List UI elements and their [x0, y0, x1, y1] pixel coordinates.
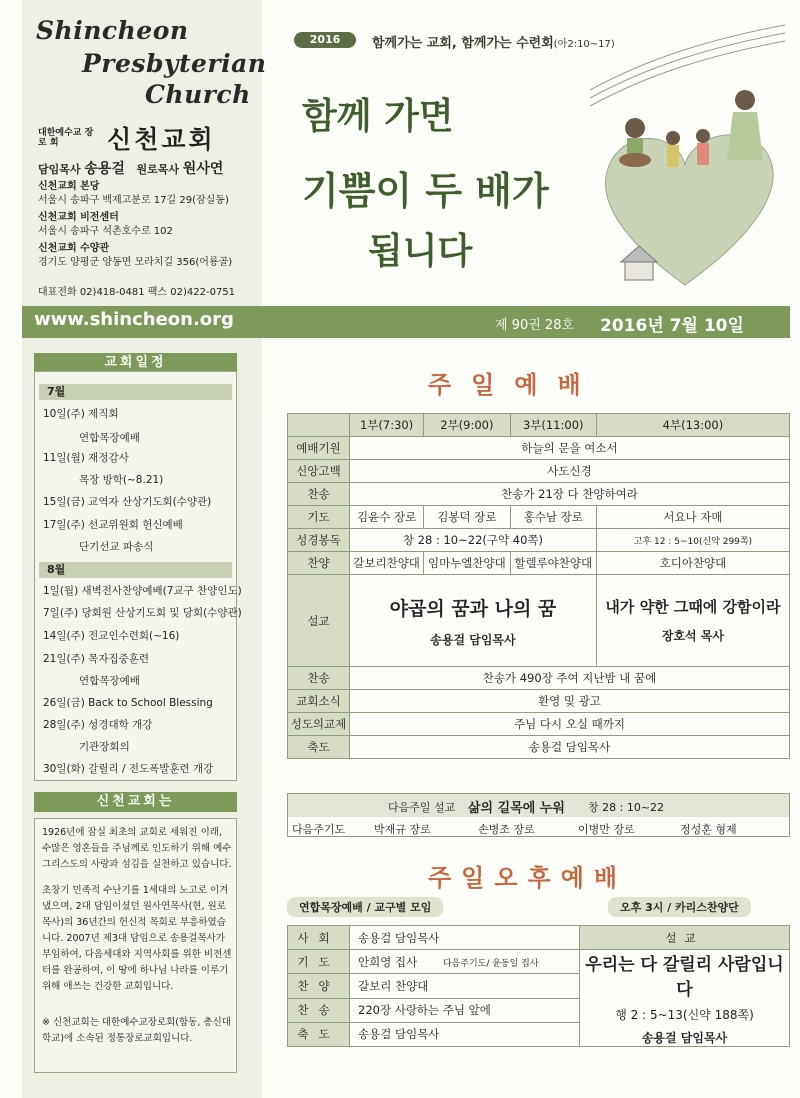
event: 연합목장예배	[79, 432, 140, 444]
event: 28일(주) 성경대학 개강	[43, 719, 153, 731]
location-address: 경기도 양평군 양동면 모라치길 356(어룡골)	[38, 257, 233, 268]
row-value: 송용걸 담임목사	[350, 926, 580, 950]
event: 7일(주) 당회원 산상기도회 및 당회(수양관)	[43, 607, 242, 619]
table-row	[288, 736, 790, 759]
row-value: 220장 사랑하는 주님 앞에	[350, 998, 580, 1022]
row-label: 축도	[288, 1022, 350, 1046]
afternoon-order-table	[287, 925, 790, 1047]
about-paragraph: 초창기 민족적 수난기를 1세대의 노고로 이겨냈으며, 2대 담임이셨던 원사연목사(현, 원로목사)의 36년간의 헌신적 목회로 부흥하였습니다. 2007년 제3대 담임으로 송용걸목사가 부임하여, 다음세대와 지역사회를 위한 비전센터를 완공하여, 이 땅에 하나님 나라를 이루기 위해 애쓰는 건강한 교회입니다.	[42, 885, 232, 992]
afternoon-sermon-preacher: 송용걸 담임목사	[641, 1031, 728, 1045]
logo-line: Church	[145, 80, 251, 109]
row-label: 찬양	[288, 552, 350, 575]
logo-line: Presbyterian	[82, 49, 267, 78]
prayer-person: 안희영 집사	[358, 954, 418, 969]
table-row	[288, 950, 790, 974]
theme-verse: (아2:10~17)	[553, 39, 615, 50]
location-name: 신천교회 수양관	[38, 243, 110, 254]
row-value: 호디아찬양대	[596, 552, 789, 575]
website-link[interactable]: www.shincheon.org	[34, 309, 234, 330]
row-value: 김봉덕 장로	[424, 506, 510, 529]
sermon4-cell	[596, 575, 789, 667]
next-sermon-ref: 창 28 : 10~22	[588, 801, 665, 814]
next-prayer: 정성훈 형제	[680, 823, 737, 836]
schedule-title: 교회일정	[34, 353, 237, 373]
row-value: 고후 12 : 5~10(신약 299쪽)	[596, 529, 789, 552]
next-prayer: 박재규 장로	[374, 823, 431, 836]
event: 26일(금) Back to School Blessing	[43, 697, 213, 709]
table-row	[288, 667, 790, 690]
senior-pastor-label: 담임목사	[38, 163, 81, 176]
row-label: 성도의교제	[288, 713, 350, 736]
event: 목장 방학(~8.21)	[79, 474, 164, 486]
row-label: 축도	[288, 736, 350, 759]
event: 14일(주) 전교인수련회(~16)	[43, 630, 180, 642]
afternoon-sermon-cell	[580, 950, 790, 1047]
row-value: 주님 다시 오실 때까지	[350, 713, 790, 736]
event: 단기선교 파송식	[79, 541, 154, 553]
next-week-box	[287, 793, 790, 837]
next-prayer-person: 다음주기도/ 윤동일 집사	[442, 958, 539, 969]
row-value: 임마누엘찬양대	[424, 552, 510, 575]
church-logo	[30, 14, 267, 114]
location-retreat	[38, 242, 232, 270]
event: 15일(금) 교역자 산상기도회(수양관)	[43, 496, 212, 508]
table-row	[288, 506, 790, 529]
event: 30일(화) 갈릴리 / 전도폭발훈련 개강	[43, 763, 214, 775]
table-row	[288, 483, 790, 506]
section-title-afternoon: 주일오후예배	[428, 864, 628, 892]
section-title-sunday: 주일예배	[428, 371, 601, 399]
theme	[372, 32, 615, 51]
row-value: 사도신경	[350, 460, 790, 483]
about-footnote: ※ 신천교회는 대한예수교장로회(합동, 총신대학교)에 소속된 정통장로교회입니다.	[42, 1017, 231, 1044]
event: 10일(주) 제직회	[43, 408, 119, 420]
about-paragraph: 1926년에 잠실 최초의 교회로 세워진 이래, 수많은 영혼들을 주님께로 인도하기 위해 예수 그리스도의 사랑과 섬김을 실천하고 있습니다.	[42, 827, 232, 870]
row-label: 찬양	[288, 974, 350, 998]
table-row	[288, 552, 790, 575]
event: 11일(월) 재정감사	[43, 452, 129, 464]
row-label: 사회	[288, 926, 350, 950]
service-header: 2부(9:00)	[424, 414, 510, 437]
event: 1일(월) 새벽전사찬양예배(7교구 찬양인도)	[43, 585, 242, 597]
next-sermon-label: 다음주일 설교	[388, 801, 456, 814]
location-name: 신천교회 본당	[38, 181, 100, 192]
row-value: 환영 및 광고	[350, 690, 790, 713]
next-sermon-title: 삶의 길목에 누워	[468, 801, 565, 816]
pastors	[38, 158, 223, 178]
location-main	[38, 180, 229, 208]
sermon4-title: 내가 약한 그때에 강함이라	[605, 598, 781, 616]
slogan-line: 함께 가면	[302, 95, 454, 137]
sermon-title: 야곱의 꿈과 나의 꿈	[389, 597, 557, 620]
table-corner	[288, 414, 350, 437]
church-name-block	[38, 120, 258, 156]
table-row	[288, 575, 790, 667]
event: 연합목장예배	[79, 675, 140, 687]
about-box	[34, 818, 237, 1073]
row-label: 찬송	[288, 483, 350, 506]
schedule-box	[34, 371, 242, 781]
issue-volume: 제 90권 28호	[495, 318, 575, 333]
row-label: 기도	[288, 950, 350, 974]
service-header: 1부(7:30)	[350, 414, 424, 437]
church-name: 신천교회	[107, 125, 216, 154]
service-header: 4부(13:00)	[596, 414, 789, 437]
emeritus: 원사연	[182, 161, 224, 177]
sermon4-preacher: 장호석 목사	[661, 629, 725, 643]
month-label: 8월	[39, 562, 232, 578]
next-prayer: 손병조 장로	[478, 823, 535, 836]
row-value	[350, 950, 580, 974]
table-row	[288, 690, 790, 713]
table-row	[288, 713, 790, 736]
event: 21일(주) 목자집중훈련	[43, 653, 150, 665]
row-value: 할렐루야찬양대	[510, 552, 596, 575]
row-value: 찬송가 21장 다 찬양하여라	[350, 483, 790, 506]
row-label: 신앙고백	[288, 460, 350, 483]
afternoon-sermon-label: 설교	[580, 926, 790, 950]
row-label: 예배기원	[288, 437, 350, 460]
table-row	[288, 926, 790, 950]
location-address: 서울시 송파구 백제고분로 17길 29(잠실동)	[38, 195, 229, 206]
issue-date: 2016년 7월 10일	[600, 316, 744, 336]
slogan-line: 기쁨이 두 배가	[302, 168, 549, 213]
month-label: 7월	[39, 384, 232, 400]
next-prayer-label: 다음주기도	[292, 823, 346, 836]
row-label: 교회소식	[288, 690, 350, 713]
row-value: 홍수남 장로	[510, 506, 596, 529]
table-row	[288, 414, 790, 437]
emeritus-label: 원로목사	[136, 163, 179, 176]
afternoon-sermon-title: 우리는 다 갈릴리 사람입니다	[585, 955, 784, 1000]
senior-pastor: 송용걸	[84, 161, 125, 177]
row-value: 갈보리 찬양대	[350, 974, 580, 998]
event: 기관장회의	[79, 741, 130, 753]
contact-phone: 대표전화 02)418-0481 팩스 02)422-0751	[38, 287, 236, 298]
next-prayer: 이병만 장로	[578, 823, 635, 836]
row-label: 기도	[288, 506, 350, 529]
slogan-line: 됩니다	[368, 230, 473, 272]
row-value: 송용걸 담임목사	[350, 736, 790, 759]
row-value: 하늘의 문을 여소서	[350, 437, 790, 460]
service-header: 3부(11:00)	[510, 414, 596, 437]
afternoon-meeting: 연합목장예배 / 교구별 모임	[287, 897, 443, 917]
table-row	[288, 460, 790, 483]
row-value: 김윤수 장로	[350, 506, 424, 529]
row-value: 찬송가 490장 주여 지난밤 내 꿈에	[350, 667, 790, 690]
table-row	[288, 437, 790, 460]
event: 17일(주) 선교위원회 헌신예배	[43, 519, 183, 531]
row-value: 송용걸 담임목사	[350, 1022, 580, 1046]
location-name: 신천교회 비전센터	[38, 212, 119, 223]
table-row	[288, 529, 790, 552]
next-sermon-row	[288, 794, 789, 817]
row-label: 찬송	[288, 998, 350, 1022]
sermon-cell	[350, 575, 597, 667]
row-value: 창 28 : 10~22(구약 40쪽)	[350, 529, 597, 552]
heart-family-illustration	[585, 20, 790, 290]
theme-text: 함께가는 교회, 함께가는 수련회	[372, 36, 554, 51]
row-label: 설교	[288, 575, 350, 667]
logo-line: Shincheon	[36, 16, 189, 45]
afternoon-time: 오후 3시 / 카리스찬양단	[608, 897, 751, 917]
denomination: 대한예수교 장 로 회	[38, 128, 94, 148]
location-vision	[38, 211, 173, 239]
sermon-preacher: 송용걸 담임목사	[430, 632, 516, 647]
afternoon-sermon-ref: 행 2 : 5~13(신약 188쪽)	[615, 1008, 754, 1022]
row-value: 서요나 자매	[596, 506, 789, 529]
sunday-order-table	[287, 413, 790, 759]
row-value: 갈보리찬양대	[350, 552, 424, 575]
row-label: 성경봉독	[288, 529, 350, 552]
year-badge: 2016	[294, 32, 356, 48]
about-title: 신천교회는	[34, 792, 237, 812]
location-address: 서울시 송파구 석촌호수로 102	[38, 226, 173, 237]
row-label: 찬송	[288, 667, 350, 690]
